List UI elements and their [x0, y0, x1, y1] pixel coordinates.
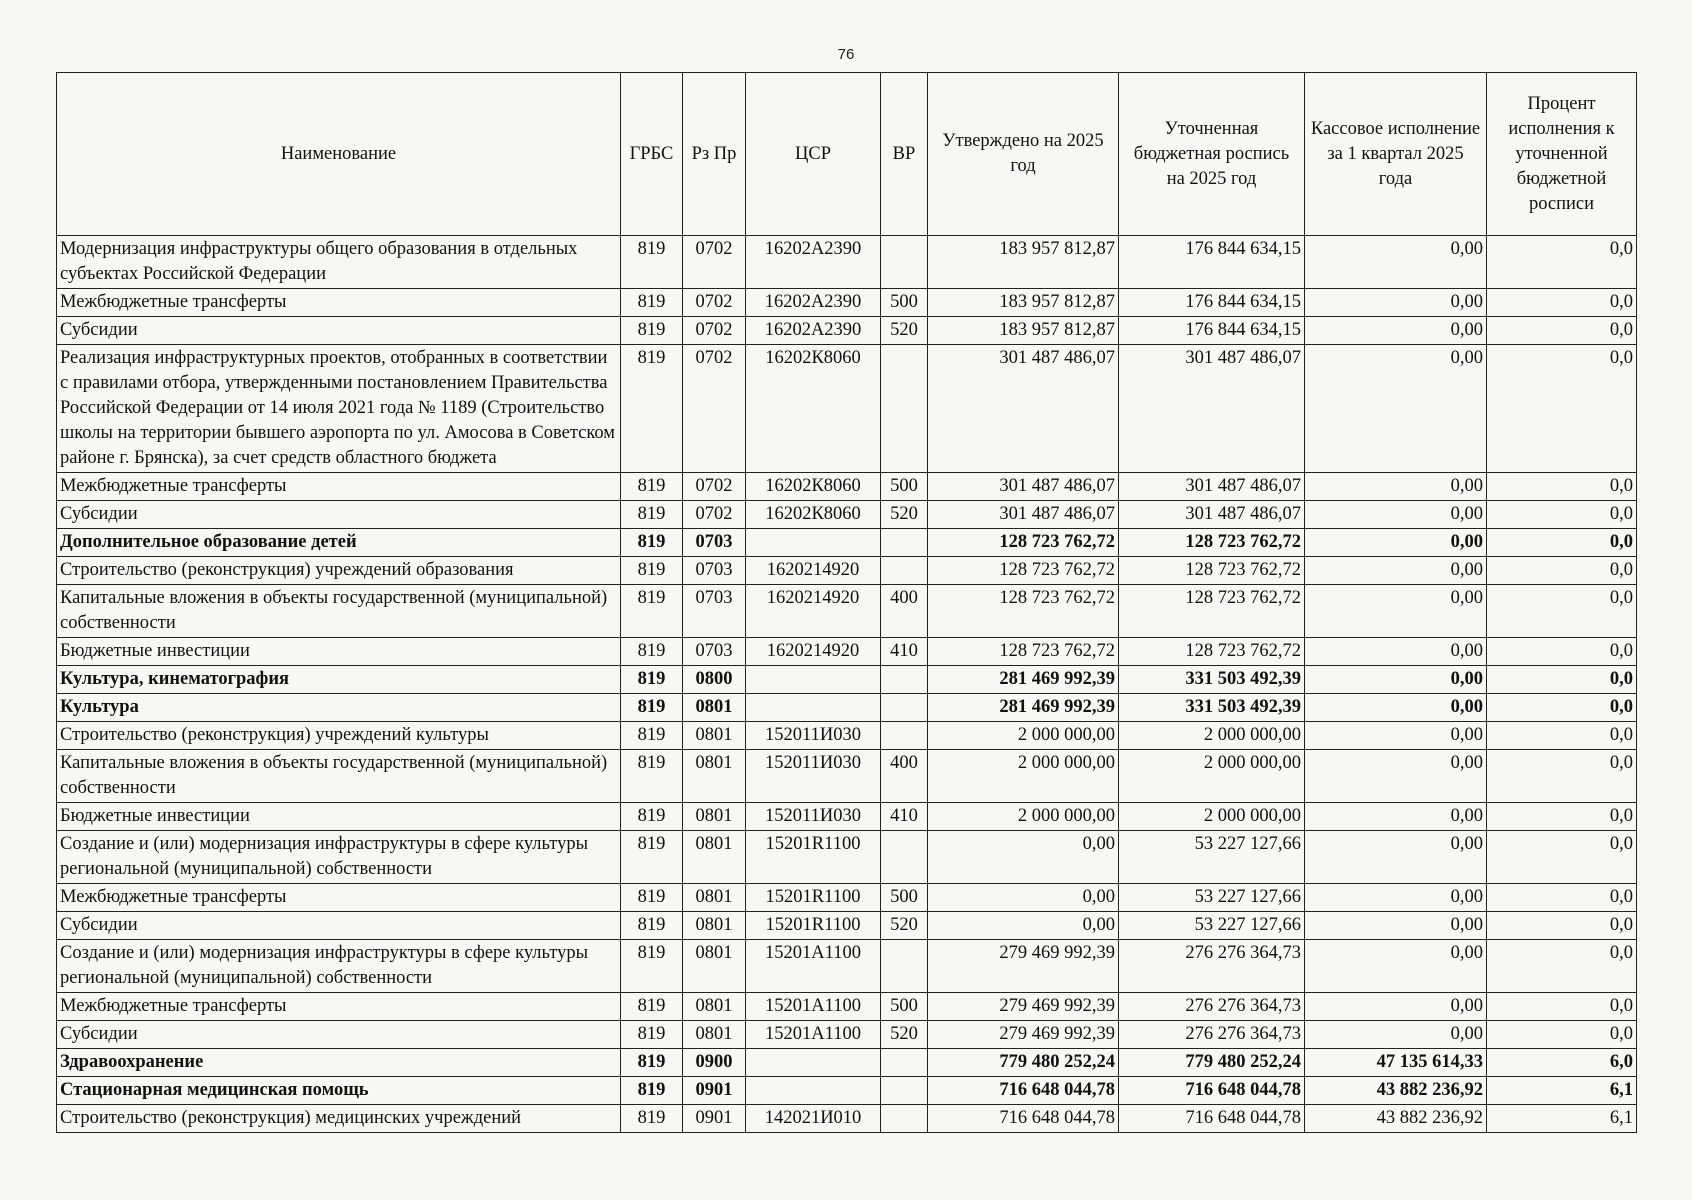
cell-refined: 779 480 252,24 — [1119, 1049, 1305, 1077]
cell-vr: 500 — [881, 884, 928, 912]
cell-vr — [881, 831, 928, 884]
cell-csr: 16202А2390 — [746, 236, 881, 289]
cell-rzpr: 0801 — [683, 831, 746, 884]
cell-vr — [881, 529, 928, 557]
cell-approved: 0,00 — [928, 912, 1119, 940]
cell-rzpr: 0801 — [683, 750, 746, 803]
cell-approved: 183 957 812,87 — [928, 317, 1119, 345]
cell-cash: 0,00 — [1305, 940, 1487, 993]
cell-percent: 0,0 — [1487, 557, 1637, 585]
cell-vr: 500 — [881, 993, 928, 1021]
cell-refined: 176 844 634,15 — [1119, 317, 1305, 345]
table-row — [57, 722, 1637, 750]
cell-percent: 6,1 — [1487, 1077, 1637, 1105]
table-row — [57, 557, 1637, 585]
cell-vr — [881, 236, 928, 289]
cell-cash: 0,00 — [1305, 236, 1487, 289]
cell-approved: 716 648 044,78 — [928, 1077, 1119, 1105]
cell-csr — [746, 1049, 881, 1077]
cell-refined: 2 000 000,00 — [1119, 803, 1305, 831]
cell-grbs: 819 — [621, 831, 683, 884]
cell-approved: 128 723 762,72 — [928, 557, 1119, 585]
cell-rzpr: 0702 — [683, 473, 746, 501]
table-header-row — [57, 73, 1637, 236]
table-row — [57, 831, 1637, 884]
cell-percent: 0,0 — [1487, 993, 1637, 1021]
table-row — [57, 585, 1637, 638]
cell-refined: 2 000 000,00 — [1119, 722, 1305, 750]
cell-rzpr: 0703 — [683, 585, 746, 638]
cell-refined: 2 000 000,00 — [1119, 750, 1305, 803]
cell-rzpr: 0703 — [683, 529, 746, 557]
cell-percent: 0,0 — [1487, 912, 1637, 940]
header-csr: ЦСР — [746, 73, 881, 236]
cell-refined: 53 227 127,66 — [1119, 884, 1305, 912]
cell-percent: 0,0 — [1487, 831, 1637, 884]
cell-approved: 279 469 992,39 — [928, 1021, 1119, 1049]
cell-refined: 276 276 364,73 — [1119, 1021, 1305, 1049]
cell-csr — [746, 666, 881, 694]
cell-refined: 128 723 762,72 — [1119, 529, 1305, 557]
cell-name: Стационарная медицинская помощь — [57, 1077, 621, 1105]
cell-approved: 183 957 812,87 — [928, 289, 1119, 317]
cell-vr: 520 — [881, 912, 928, 940]
header-rzpr: Рз Пр — [683, 73, 746, 236]
cell-csr — [746, 1077, 881, 1105]
cell-csr: 15201А1100 — [746, 993, 881, 1021]
header-name: Наименование — [57, 73, 621, 236]
page-number: 76 — [837, 46, 855, 63]
cell-csr: 152011И030 — [746, 750, 881, 803]
cell-approved: 716 648 044,78 — [928, 1105, 1119, 1133]
cell-grbs: 819 — [621, 694, 683, 722]
cell-rzpr: 0702 — [683, 501, 746, 529]
cell-cash: 43 882 236,92 — [1305, 1077, 1487, 1105]
cell-vr: 410 — [881, 638, 928, 666]
cell-rzpr: 0702 — [683, 317, 746, 345]
cell-percent: 0,0 — [1487, 317, 1637, 345]
table-row — [57, 993, 1637, 1021]
cell-grbs: 819 — [621, 1049, 683, 1077]
table-row — [57, 501, 1637, 529]
cell-approved: 281 469 992,39 — [928, 694, 1119, 722]
cell-csr: 142021И010 — [746, 1105, 881, 1133]
cell-cash: 0,00 — [1305, 529, 1487, 557]
cell-grbs: 819 — [621, 473, 683, 501]
table-row — [57, 1021, 1637, 1049]
cell-csr: 1620214920 — [746, 585, 881, 638]
cell-grbs: 819 — [621, 803, 683, 831]
cell-grbs: 819 — [621, 940, 683, 993]
cell-cash: 0,00 — [1305, 912, 1487, 940]
cell-csr: 15201R1100 — [746, 831, 881, 884]
cell-refined: 716 648 044,78 — [1119, 1077, 1305, 1105]
cell-grbs: 819 — [621, 585, 683, 638]
cell-approved: 0,00 — [928, 884, 1119, 912]
table-row — [57, 694, 1637, 722]
cell-csr: 15201А1100 — [746, 1021, 881, 1049]
header-vr: ВР — [881, 73, 928, 236]
cell-name: Межбюджетные трансферты — [57, 473, 621, 501]
cell-name: Капитальные вложения в объекты государственной (муниципальной) собственности — [57, 585, 621, 638]
cell-approved: 279 469 992,39 — [928, 993, 1119, 1021]
cell-rzpr: 0901 — [683, 1105, 746, 1133]
cell-vr — [881, 940, 928, 993]
cell-refined: 276 276 364,73 — [1119, 940, 1305, 993]
table-row — [57, 473, 1637, 501]
budget-table — [56, 72, 1637, 1133]
cell-approved: 279 469 992,39 — [928, 940, 1119, 993]
cell-name: Субсидии — [57, 501, 621, 529]
cell-rzpr: 0801 — [683, 722, 746, 750]
cell-grbs: 819 — [621, 236, 683, 289]
cell-percent: 6,0 — [1487, 1049, 1637, 1077]
cell-name: Строительство (реконструкция) учреждений образования — [57, 557, 621, 585]
cell-grbs: 819 — [621, 666, 683, 694]
cell-approved: 281 469 992,39 — [928, 666, 1119, 694]
cell-vr — [881, 1049, 928, 1077]
cell-cash: 0,00 — [1305, 638, 1487, 666]
cell-csr: 15201R1100 — [746, 884, 881, 912]
table-row — [57, 529, 1637, 557]
cell-name: Культура, кинематография — [57, 666, 621, 694]
cell-rzpr: 0801 — [683, 1021, 746, 1049]
cell-percent: 0,0 — [1487, 501, 1637, 529]
cell-cash: 0,00 — [1305, 884, 1487, 912]
table-row — [57, 289, 1637, 317]
header-refined: Уточненная бюджетная роспись на 2025 год — [1119, 73, 1305, 236]
cell-vr: 520 — [881, 501, 928, 529]
cell-cash: 0,00 — [1305, 501, 1487, 529]
cell-approved: 128 723 762,72 — [928, 529, 1119, 557]
cell-approved: 779 480 252,24 — [928, 1049, 1119, 1077]
cell-rzpr: 0702 — [683, 345, 746, 473]
table-row — [57, 317, 1637, 345]
cell-name: Межбюджетные трансферты — [57, 289, 621, 317]
cell-csr: 152011И030 — [746, 803, 881, 831]
table-row — [57, 666, 1637, 694]
cell-cash: 0,00 — [1305, 585, 1487, 638]
cell-csr: 16202А2390 — [746, 317, 881, 345]
cell-cash: 0,00 — [1305, 993, 1487, 1021]
cell-cash: 43 882 236,92 — [1305, 1105, 1487, 1133]
cell-cash: 0,00 — [1305, 317, 1487, 345]
cell-grbs: 819 — [621, 722, 683, 750]
cell-grbs: 819 — [621, 1105, 683, 1133]
cell-csr: 15201R1100 — [746, 912, 881, 940]
cell-vr: 520 — [881, 1021, 928, 1049]
cell-percent: 0,0 — [1487, 694, 1637, 722]
cell-vr — [881, 1077, 928, 1105]
cell-percent: 0,0 — [1487, 345, 1637, 473]
cell-name: Модернизация инфраструктуры общего образования в отдельных субъектах Российской Федерации — [57, 236, 621, 289]
cell-rzpr: 0703 — [683, 557, 746, 585]
cell-rzpr: 0702 — [683, 236, 746, 289]
cell-approved: 183 957 812,87 — [928, 236, 1119, 289]
cell-percent: 0,0 — [1487, 803, 1637, 831]
cell-name: Субсидии — [57, 1021, 621, 1049]
cell-approved: 301 487 486,07 — [928, 345, 1119, 473]
cell-grbs: 819 — [621, 501, 683, 529]
table-row — [57, 1049, 1637, 1077]
cell-name: Межбюджетные трансферты — [57, 884, 621, 912]
cell-csr: 1620214920 — [746, 557, 881, 585]
cell-rzpr: 0801 — [683, 993, 746, 1021]
cell-grbs: 819 — [621, 317, 683, 345]
cell-csr: 16202К8060 — [746, 345, 881, 473]
cell-csr — [746, 694, 881, 722]
cell-cash: 0,00 — [1305, 473, 1487, 501]
cell-approved: 301 487 486,07 — [928, 473, 1119, 501]
cell-refined: 128 723 762,72 — [1119, 638, 1305, 666]
table-row — [57, 1105, 1637, 1133]
cell-approved: 128 723 762,72 — [928, 585, 1119, 638]
cell-vr — [881, 666, 928, 694]
cell-rzpr: 0800 — [683, 666, 746, 694]
cell-vr: 410 — [881, 803, 928, 831]
cell-grbs: 819 — [621, 750, 683, 803]
cell-csr: 152011И030 — [746, 722, 881, 750]
cell-cash: 0,00 — [1305, 289, 1487, 317]
cell-refined: 331 503 492,39 — [1119, 666, 1305, 694]
cell-name: Капитальные вложения в объекты государственной (муниципальной) собственности — [57, 750, 621, 803]
cell-csr: 16202К8060 — [746, 473, 881, 501]
cell-name: Бюджетные инвестиции — [57, 638, 621, 666]
cell-cash: 0,00 — [1305, 557, 1487, 585]
cell-percent: 6,1 — [1487, 1105, 1637, 1133]
cell-vr: 400 — [881, 750, 928, 803]
cell-refined: 276 276 364,73 — [1119, 993, 1305, 1021]
cell-refined: 331 503 492,39 — [1119, 694, 1305, 722]
cell-grbs: 819 — [621, 1021, 683, 1049]
cell-grbs: 819 — [621, 884, 683, 912]
table-row — [57, 236, 1637, 289]
header-percent: Процент исполнения к уточненной бюджетной росписи — [1487, 73, 1637, 236]
cell-name: Дополнительное образование детей — [57, 529, 621, 557]
cell-rzpr: 0901 — [683, 1077, 746, 1105]
cell-approved: 2 000 000,00 — [928, 750, 1119, 803]
cell-csr: 16202А2390 — [746, 289, 881, 317]
cell-vr — [881, 694, 928, 722]
cell-vr: 500 — [881, 289, 928, 317]
cell-vr — [881, 722, 928, 750]
cell-vr — [881, 345, 928, 473]
header-approved: Утверждено на 2025 год — [928, 73, 1119, 236]
cell-name: Строительство (реконструкция) медицинских учреждений — [57, 1105, 621, 1133]
cell-csr: 1620214920 — [746, 638, 881, 666]
cell-percent: 0,0 — [1487, 638, 1637, 666]
table-row — [57, 884, 1637, 912]
cell-cash: 0,00 — [1305, 750, 1487, 803]
header-grbs: ГРБС — [621, 73, 683, 236]
cell-refined: 53 227 127,66 — [1119, 912, 1305, 940]
cell-percent: 0,0 — [1487, 1021, 1637, 1049]
cell-vr — [881, 1105, 928, 1133]
cell-rzpr: 0801 — [683, 940, 746, 993]
cell-cash: 0,00 — [1305, 831, 1487, 884]
cell-approved: 0,00 — [928, 831, 1119, 884]
cell-percent: 0,0 — [1487, 585, 1637, 638]
cell-name: Межбюджетные трансферты — [57, 993, 621, 1021]
cell-csr: 15201А1100 — [746, 940, 881, 993]
cell-grbs: 819 — [621, 345, 683, 473]
cell-name: Субсидии — [57, 317, 621, 345]
cell-approved: 2 000 000,00 — [928, 803, 1119, 831]
cell-grbs: 819 — [621, 993, 683, 1021]
cell-name: Бюджетные инвестиции — [57, 803, 621, 831]
cell-approved: 301 487 486,07 — [928, 501, 1119, 529]
cell-name: Здравоохранение — [57, 1049, 621, 1077]
cell-refined: 53 227 127,66 — [1119, 831, 1305, 884]
cell-name: Субсидии — [57, 912, 621, 940]
cell-grbs: 819 — [621, 289, 683, 317]
cell-cash: 0,00 — [1305, 666, 1487, 694]
cell-grbs: 819 — [621, 529, 683, 557]
cell-refined: 176 844 634,15 — [1119, 236, 1305, 289]
table-body — [57, 236, 1637, 1133]
header-cash: Кассовое исполнение за 1 квартал 2025 года — [1305, 73, 1487, 236]
cell-name: Строительство (реконструкция) учреждений культуры — [57, 722, 621, 750]
cell-vr: 400 — [881, 585, 928, 638]
cell-rzpr: 0801 — [683, 884, 746, 912]
cell-rzpr: 0702 — [683, 289, 746, 317]
cell-vr — [881, 557, 928, 585]
cell-grbs: 819 — [621, 638, 683, 666]
cell-refined: 301 487 486,07 — [1119, 501, 1305, 529]
cell-refined: 716 648 044,78 — [1119, 1105, 1305, 1133]
cell-percent: 0,0 — [1487, 473, 1637, 501]
cell-grbs: 819 — [621, 557, 683, 585]
cell-rzpr: 0801 — [683, 694, 746, 722]
cell-cash: 0,00 — [1305, 1021, 1487, 1049]
cell-cash: 0,00 — [1305, 722, 1487, 750]
cell-percent: 0,0 — [1487, 940, 1637, 993]
cell-cash: 0,00 — [1305, 694, 1487, 722]
cell-approved: 2 000 000,00 — [928, 722, 1119, 750]
cell-refined: 301 487 486,07 — [1119, 345, 1305, 473]
cell-percent: 0,0 — [1487, 529, 1637, 557]
table-row — [57, 638, 1637, 666]
table-row — [57, 912, 1637, 940]
cell-cash: 0,00 — [1305, 803, 1487, 831]
cell-approved: 128 723 762,72 — [928, 638, 1119, 666]
table-row — [57, 1077, 1637, 1105]
cell-cash: 47 135 614,33 — [1305, 1049, 1487, 1077]
cell-rzpr: 0801 — [683, 803, 746, 831]
cell-cash: 0,00 — [1305, 345, 1487, 473]
cell-rzpr: 0801 — [683, 912, 746, 940]
cell-refined: 176 844 634,15 — [1119, 289, 1305, 317]
table-row — [57, 940, 1637, 993]
cell-percent: 0,0 — [1487, 289, 1637, 317]
cell-refined: 128 723 762,72 — [1119, 557, 1305, 585]
cell-name: Создание и (или) модернизация инфраструктуры в сфере культуры региональной (муниципальной) собственности — [57, 940, 621, 993]
cell-rzpr: 0703 — [683, 638, 746, 666]
cell-name: Реализация инфраструктурных проектов, отобранных в соответствии с правилами отбора, утвержденными постановлением Правительства Российской Федерации от 14 июля 2021 года № 1189 (Строительство школы на территории бывшего аэропорта по ул. Амосова в Советском районе г. Брянска), за счет средств областного бюджета — [57, 345, 621, 473]
cell-percent: 0,0 — [1487, 722, 1637, 750]
cell-percent: 0,0 — [1487, 884, 1637, 912]
cell-vr: 500 — [881, 473, 928, 501]
table-row — [57, 750, 1637, 803]
table-row — [57, 345, 1637, 473]
cell-name: Культура — [57, 694, 621, 722]
cell-rzpr: 0900 — [683, 1049, 746, 1077]
cell-refined: 301 487 486,07 — [1119, 473, 1305, 501]
table-row — [57, 803, 1637, 831]
cell-name: Создание и (или) модернизация инфраструктуры в сфере культуры региональной (муниципальной) собственности — [57, 831, 621, 884]
cell-refined: 128 723 762,72 — [1119, 585, 1305, 638]
cell-percent: 0,0 — [1487, 750, 1637, 803]
cell-vr: 520 — [881, 317, 928, 345]
cell-percent: 0,0 — [1487, 236, 1637, 289]
cell-csr: 16202К8060 — [746, 501, 881, 529]
cell-percent: 0,0 — [1487, 666, 1637, 694]
cell-grbs: 819 — [621, 912, 683, 940]
cell-grbs: 819 — [621, 1077, 683, 1105]
cell-csr — [746, 529, 881, 557]
